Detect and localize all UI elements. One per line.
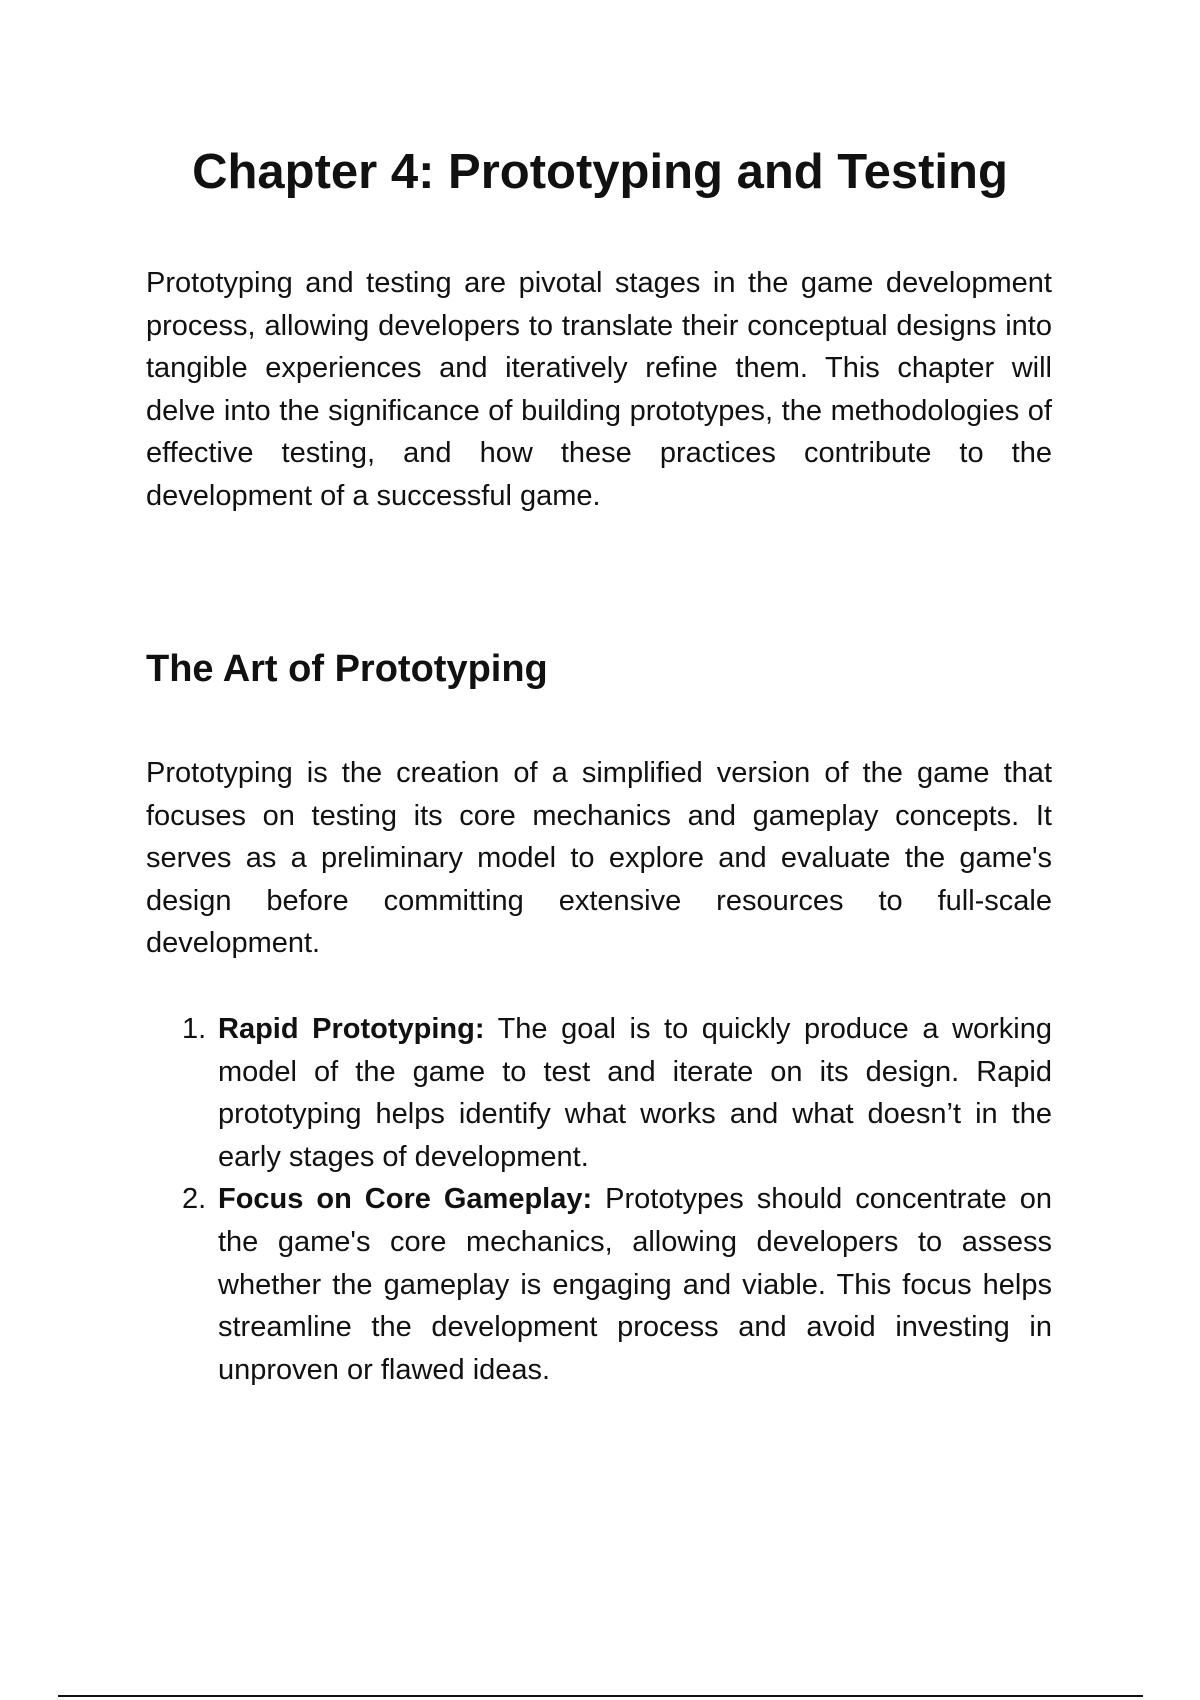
list-item <box>146 1008 1052 1178</box>
list-marker: 1. <box>182 1013 207 1045</box>
list-marker: 2. <box>182 1183 207 1216</box>
list-item <box>146 1178 1052 1391</box>
intro-paragraph: Prototyping and testing are pivotal stages in the game development process, allowing developers to translate their conceptual designs into tangible experiences and iteratively refine them. This chapter will delve into the significance of building prototypes, the methodologies of effective testing, and how these practices contribute to the development of a successful game. <box>146 267 1052 512</box>
list-item-term: Rapid Prototyping: <box>218 1013 485 1045</box>
list-item-term: Focus on Core Gameplay: <box>218 1183 593 1216</box>
list-item-text: Prototypes should concentrate on the game's core mechanics, allowing developers to assess whether the gameplay is engaging and viable. This focus helps streamline the development process and avoid investing in unproven or flawed ideas. <box>218 1183 1053 1386</box>
numbered-list <box>146 1008 1052 1391</box>
footer-divider <box>58 1695 1143 1697</box>
chapter-title: Chapter 4: Prototyping and Testing <box>192 145 1008 199</box>
prototyping-paragraph: Prototyping is the creation of a simplified version of the game that focuses on testing its core mechanics and gameplay concepts. It serves as a preliminary model to explore and evaluate the game's design before committing extensive resources to full-scale development. <box>146 757 1052 960</box>
section-heading: The Art of Prototyping <box>146 648 548 690</box>
list-item-text: The goal is to quickly produce a working model of the game to test and iterate on its design. Rapid prototyping helps identify what works and what doesn’t in the early stages of development. <box>218 1013 1052 1173</box>
